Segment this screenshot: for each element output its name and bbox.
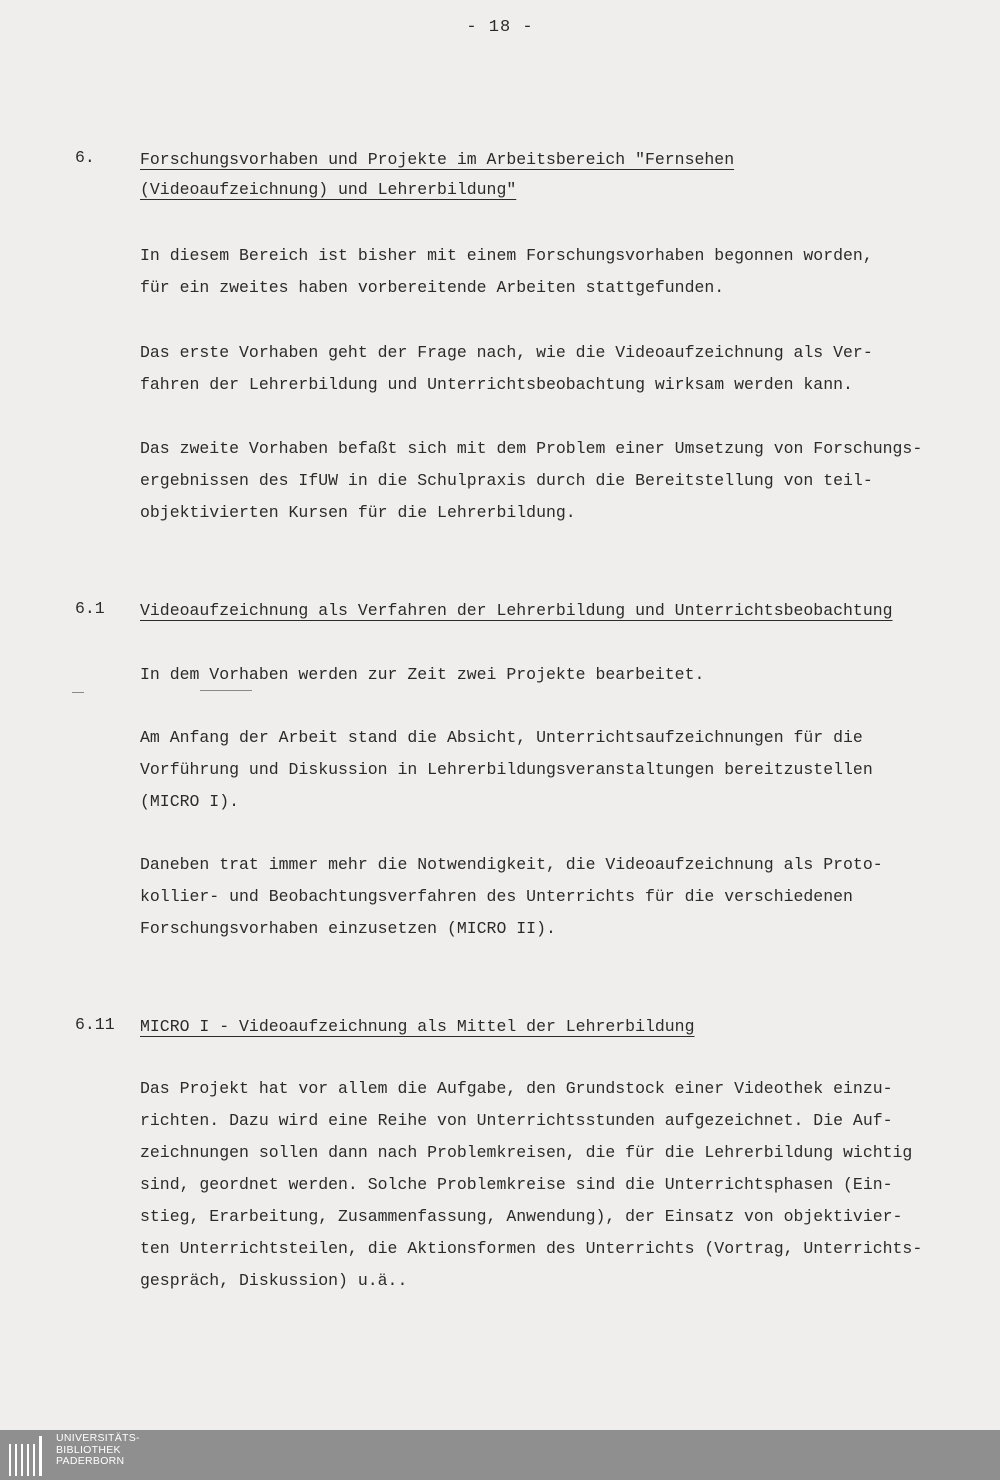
text-line: (MICRO I). <box>140 792 240 811</box>
library-name-line: BIBLIOTHEK <box>56 1443 121 1456</box>
library-name-line: PADERBORN <box>56 1455 125 1467</box>
text-line: kollier- und Beobachtungsverfahren des Unterrichts für die verschiedenen <box>140 887 853 906</box>
text-line: stieg, Erarbeitung, Zusammenfassung, Anwendung), der Einsatz von objektivier- <box>140 1207 903 1226</box>
text-line: In diesem Bereich ist bisher mit einem Forschungsvorhaben begonnen worden, <box>140 246 873 265</box>
section-6-1-title: Videoaufzeichnung als Verfahren der Lehrerbildung und Unterrichtsbeobachtung <box>140 601 893 620</box>
text-line: richten. Dazu wird eine Reihe von Unterrichtsstunden aufgezeichnet. Die Auf- <box>140 1111 893 1130</box>
text-line: objektivierten Kursen für die Lehrerbildung. <box>140 503 576 522</box>
text-line: zeichnungen sollen dann nach Problemkreisen, die für die Lehrerbildung wichtig <box>140 1143 913 1162</box>
section-6-title-line-2: (Videoaufzeichnung) und Lehrerbildung" <box>140 180 517 199</box>
text-line: Forschungsvorhaben einzusetzen (MICRO II). <box>140 919 556 938</box>
text-line: ergebnissen des IfUW in die Schulpraxis durch die Bereitstellung von teil- <box>140 471 873 490</box>
library-name <box>56 1433 140 1468</box>
section-6-11-number: 6.11 <box>75 1015 115 1034</box>
section-6-1-paragraph-2 <box>140 722 873 818</box>
text-line: Das zweite Vorhaben befaßt sich mit dem Problem einer Umsetzung von Forschungs- <box>140 439 923 458</box>
text-line: Am Anfang der Arbeit stand die Absicht, Unterrichtsaufzeichnungen für die <box>140 728 863 747</box>
text-line: Vorführung und Diskussion in Lehrerbildungsveranstaltungen bereitzustellen <box>140 760 873 779</box>
section-6-11-paragraph-1 <box>140 1073 922 1297</box>
section-6-paragraph-2 <box>140 337 873 401</box>
library-logo-icon <box>8 1434 46 1476</box>
section-6-1-number: 6.1 <box>75 599 105 618</box>
section-6-paragraph-3 <box>140 433 922 529</box>
library-footer-bar <box>0 1430 1000 1480</box>
section-6-title-line-1: Forschungsvorhaben und Projekte im Arbeitsbereich "Fernsehen <box>140 150 735 169</box>
section-6-title <box>140 145 734 205</box>
text-line: Das Projekt hat vor allem die Aufgabe, den Grundstock einer Videothek einzu- <box>140 1079 893 1098</box>
page-number: - 18 - <box>466 18 534 37</box>
section-6-11-title: MICRO I - Videoaufzeichnung als Mittel der Lehrerbildung <box>140 1017 695 1036</box>
text-line: sind, geordnet werden. Solche Problemkreise sind die Unterrichtsphasen (Ein- <box>140 1175 893 1194</box>
text-line: gespräch, Diskussion) u.ä.. <box>140 1271 408 1290</box>
margin-mark <box>72 692 84 693</box>
section-6-number: 6. <box>75 148 95 167</box>
text-line: Das erste Vorhaben geht der Frage nach, wie die Videoaufzeichnung als Ver- <box>140 343 873 362</box>
text-line: Daneben trat immer mehr die Notwendigkeit, die Videoaufzeichnung als Proto- <box>140 855 883 874</box>
section-6-paragraph-1 <box>140 240 873 304</box>
library-name-line: UNIVERSITÄTS- <box>56 1432 140 1444</box>
section-6-1-paragraph-1 <box>140 659 704 691</box>
section-6-1-paragraph-3 <box>140 849 883 945</box>
text-line: fahren der Lehrerbildung und Unterrichtsbeobachtung wirksam werden kann. <box>140 375 853 394</box>
text-line: ten Unterrichtsteilen, die Aktionsformen des Unterrichts (Vortrag, Unterrichts- <box>140 1239 923 1258</box>
scan-line-mark <box>200 690 252 691</box>
text-line: In dem Vorhaben werden zur Zeit zwei Projekte bearbeitet. <box>140 665 705 684</box>
text-line: für ein zweites haben vorbereitende Arbeiten stattgefunden. <box>140 278 725 297</box>
